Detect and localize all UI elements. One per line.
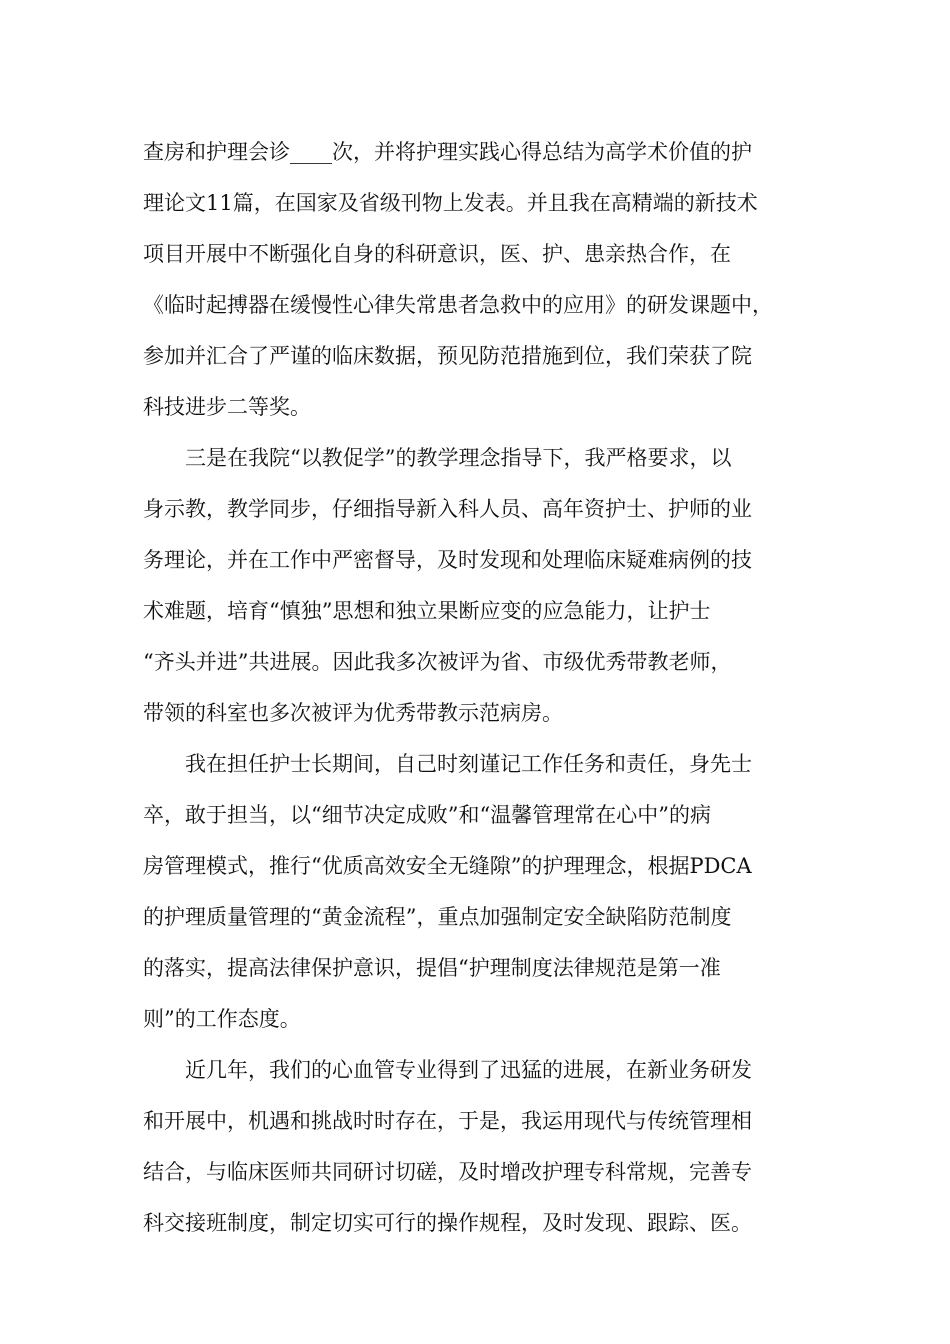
paragraph-3-line-6: 则”的工作态度。 bbox=[143, 1007, 301, 1031]
paragraph-2-line-3: 务理论，并在工作中严密督导，及时发现和处理临床疑难病例的技 bbox=[143, 548, 752, 572]
paragraph-4-line-4: 科交接班制度，制定切实可行的操作规程，及时发现、跟踪、医。 bbox=[143, 1211, 752, 1235]
paragraph-4-line-2: 和开展中，机遇和挑战时时存在，于是，我运用现代与传统管理相 bbox=[143, 1109, 752, 1133]
document-body bbox=[143, 127, 823, 1249]
paragraph-1-line-4: 《临时起搏器在缓慢性心律失常患者急救中的应用》的研发课题中， bbox=[143, 293, 773, 317]
paragraph-1-line-2: 理论文11篇，在国家及省级刊物上发表。并且我在高精端的新技术 bbox=[143, 191, 758, 215]
paragraph-2-line-6: 带领的科室也多次被评为优秀带教示范病房。 bbox=[143, 701, 563, 725]
paragraph-3-line-5: 的落实，提高法律保护意识，提倡“护理制度法律规范是第一准 bbox=[143, 956, 721, 980]
paragraph-1-line-3: 项目开展中不断强化自身的科研意识，医、护、患亲热合作，在 bbox=[143, 242, 731, 266]
paragraph-3-line-2: 卒，敢于担当，以“细节决定成败”和“温馨管理常在心中”的病 bbox=[143, 803, 711, 827]
paragraph-2-line-1: 三是在我院“以教促学”的教学理念指导下，我严格要求，以 bbox=[185, 446, 732, 470]
paragraph-4-line-3: 结合，与临床医师共同研讨切磋，及时增改护理专科常规，完善专 bbox=[143, 1160, 752, 1184]
paragraph-1-line-5: 参加并汇合了严谨的临床数据，预见防范措施到位，我们荣获了院 bbox=[143, 344, 752, 368]
paragraph-1-line-1: 查房和护理会诊____次，并将护理实践心得总结为高学术价值的护 bbox=[143, 140, 752, 164]
paragraph-3-line-4: 的护理质量管理的“黄金流程”，重点加强制定安全缺陷防范制度 bbox=[143, 905, 732, 929]
paragraph-4-line-1: 近几年，我们的心血管专业得到了迅猛的进展，在新业务研发 bbox=[185, 1058, 752, 1082]
paragraph-3-line-1: 我在担任护士长期间，自己时刻谨记工作任务和责任，身先士 bbox=[185, 752, 752, 776]
paragraph-1-line-6: 科技进步二等奖。 bbox=[143, 395, 311, 419]
paragraph-2-line-2: 身示教，教学同步，仔细指导新入科人员、高年资护士、护师的业 bbox=[143, 497, 752, 521]
paragraph-2-line-5: “齐头并进”共进展。因此我多次被评为省、市级优秀带教老师， bbox=[143, 650, 732, 674]
paragraph-3-line-3: 房管理模式，推行“优质高效安全无缝隙”的护理理念，根据PDCA bbox=[143, 854, 752, 878]
paragraph-2-line-4: 术难题，培育“慎独”思想和独立果断应变的应急能力，让护士 bbox=[143, 599, 711, 623]
